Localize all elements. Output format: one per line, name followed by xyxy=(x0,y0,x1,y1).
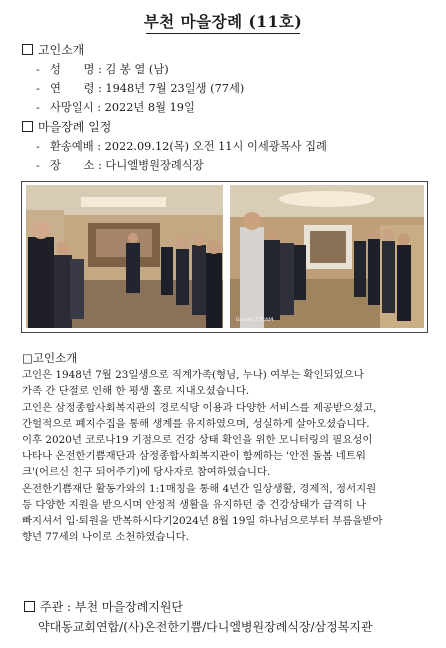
bio-heading: □고인소개 xyxy=(22,351,78,365)
organizer-label xyxy=(24,598,183,615)
bio-line: 빠지셔서 입·퇴원을 반복하시다기2024년 8월 19일 하나님으로부터 부름을받아 xyxy=(22,515,383,528)
info-row-age: - 연 령 : 1948년 7월 23일생 (77세) xyxy=(36,82,245,95)
funeral-photo-left xyxy=(26,185,223,328)
photo-frame xyxy=(21,181,428,333)
checkbox-square-icon xyxy=(22,121,33,132)
info-value: 2022년 8월 19일 xyxy=(104,101,195,114)
checkbox-square-icon xyxy=(22,44,33,55)
info-label: 성 명 xyxy=(50,63,95,76)
camera-watermark: Galaxy Z Fold4 xyxy=(236,317,274,323)
info-label: 연 령 xyxy=(50,82,95,95)
info-value: 김 봉 열 (남) xyxy=(105,63,169,76)
bio-line: 간헐적으로 폐지수집을 통해 생계를 유지하였으며, 성실하게 살아오셨습니다. xyxy=(22,417,370,430)
organizer-members: 약대동교회연합/(사)온전한기쁨/다니엘병원장례식장/삼정복지관 xyxy=(38,620,373,634)
checkbox-square-icon xyxy=(24,601,35,612)
bio-line: 온전한기쁨재단 활동가와의 1:1매칭을 통해 4년간 일상생활, 경제적, 정서지원 xyxy=(22,482,377,495)
bio-section xyxy=(22,350,432,545)
schedule-label: 장 소 xyxy=(50,159,95,172)
schedule-value: 2022.09.12(목) 오전 11시 이세광목사 집례 xyxy=(104,140,327,153)
organizer-text: 주관 : 부천 마을장례지원단 xyxy=(40,600,183,614)
schedule-label: 환송예배 xyxy=(50,140,94,153)
section-heading-text: 고인소개 xyxy=(38,43,85,57)
bio-line: 나타나 온전한기쁨재단과 삼정종합사회복지관이 함께하는 '안전 돌봄 네트워 xyxy=(22,450,366,463)
schedule-row-service: - 환송예배 : 2022.09.12(목) 오전 11시 이세광목사 집례 xyxy=(36,140,327,153)
page-title: 부천 마을장례 (11호) xyxy=(143,12,303,31)
bio-line: 등 다양한 지원을 받으시며 안정적 생활을 유지하던 중 건강상태가 급격히 나 xyxy=(22,498,367,511)
info-value: 1948년 7월 23일생 (77세) xyxy=(105,82,245,95)
schedule-row-place: - 장 소 : 다니엘병원장례식장 xyxy=(36,159,204,172)
schedule-value: 다니엘병원장례식장 xyxy=(105,159,204,172)
title-underline xyxy=(146,33,300,34)
info-label: 사망일시 xyxy=(50,101,94,114)
info-row-name: - 성 명 : 김 봉 열 (남) xyxy=(36,63,169,76)
bio-line: 크'(어르신 친구 되어주기)에 당사자로 참여하였습니다. xyxy=(22,466,271,479)
bio-line: 고인은 삼정종합사회복지관의 경로식당 이용과 다양한 서비스를 제공받으셨고, xyxy=(22,401,377,414)
section-schedule-heading xyxy=(22,118,111,135)
info-row-death-date: - 사망일시 : 2022년 8월 19일 xyxy=(36,101,195,114)
section-heading-text: 마을장례 일정 xyxy=(38,120,112,134)
bio-line: 이후 2020년 코로나19 기점으로 건강 상태 확인을 위한 모니터링의 필요성이 xyxy=(22,434,373,447)
funeral-photo-right xyxy=(230,185,424,328)
section-deceased-heading xyxy=(22,41,84,58)
bio-line: 향년 77세의 나이로 소천하였습니다. xyxy=(22,531,189,544)
bio-line: 가족 간 단절로 인해 한 평생 홀로 지내오셨습니다. xyxy=(22,385,250,398)
bio-line: 고인은 1948년 7월 23일생으로 직계가족(형님, 누나) 여부는 확인되었으나 xyxy=(22,369,364,382)
